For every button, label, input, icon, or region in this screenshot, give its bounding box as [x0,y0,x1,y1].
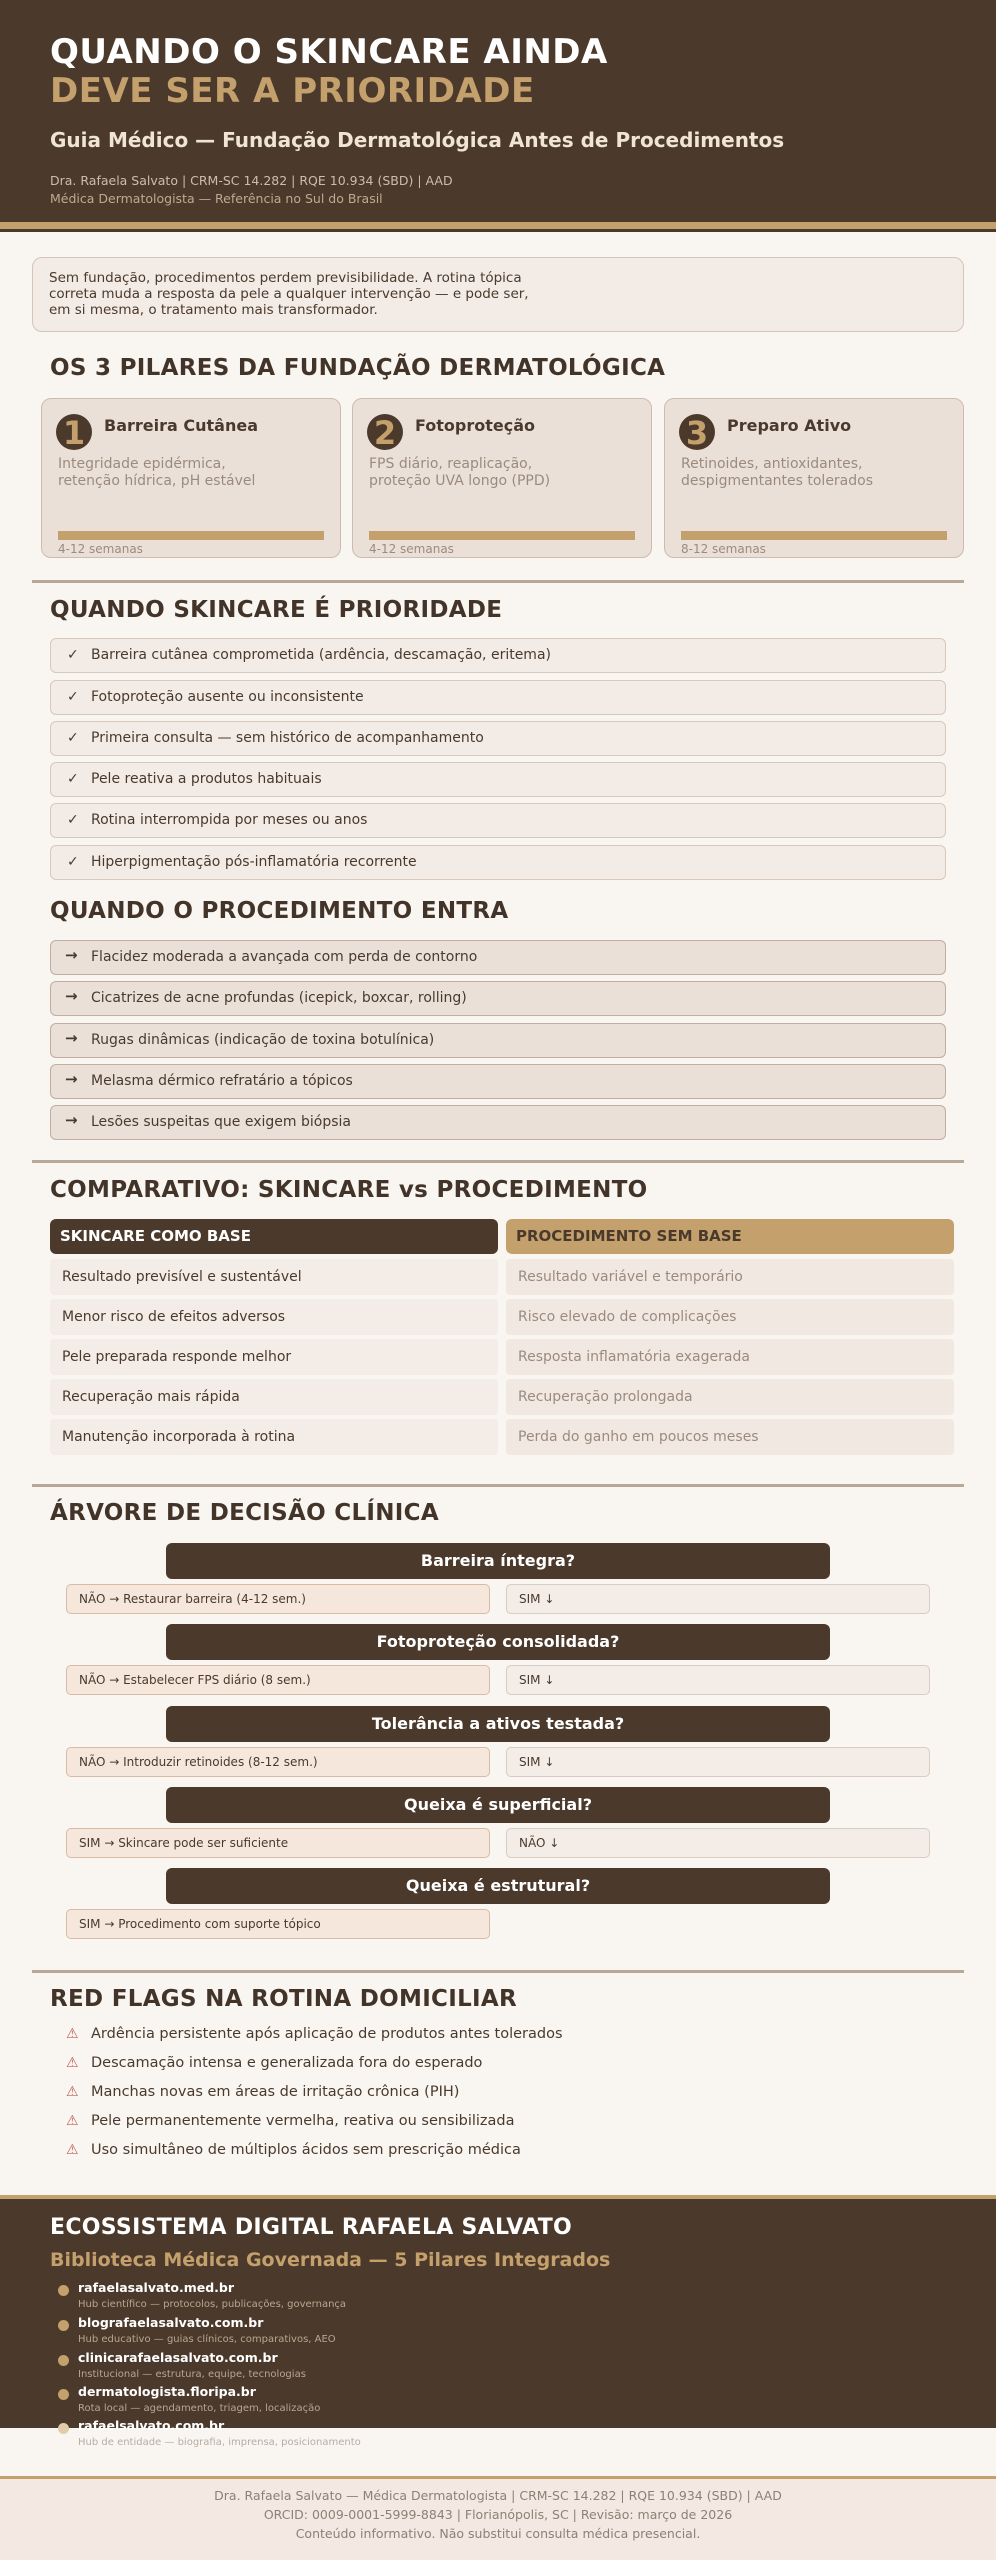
comparison-right-cell: Recuperação prolongada [506,1379,954,1415]
priority-item-text: Primeira consulta — sem histórico de acompanhamento [91,730,484,746]
decision-answer-no: NÃO → Restaurar barreira (4-12 sem.) [66,1584,490,1614]
pillar-description-line: Integridade epidérmica, [58,456,226,472]
pillar-progress-bar [681,531,947,540]
section-divider [32,1970,964,1973]
pillar-number-badge: 2 [367,414,403,450]
decision-question: Fotoproteção consolidada? [166,1624,830,1660]
pillar-card-barrier [41,398,341,558]
site-link[interactable]: clinicarafaelasalvato.com.br [78,2350,278,2365]
procedure-item-text: Flacidez moderada a avançada com perda de contorno [91,949,478,965]
decision-answer-no: NÃO → Introduzir retinoides (8-12 sem.) [66,1747,490,1777]
warning-icon: ⚠ [66,2113,79,2129]
pillar-duration: 8-12 semanas [681,542,766,556]
pillar-title: Barreira Cutânea [104,416,258,435]
priority-item-text: Hiperpigmentação pós-inflamatória recorrente [91,854,417,870]
ecosystem-subtitle: Biblioteca Médica Governada — 5 Pilares Integrados [50,2249,611,2271]
bullet-dot-icon [58,2320,69,2331]
priority-item [50,803,946,838]
priority-heading: QUANDO SKINCARE É PRIORIDADE [50,597,503,623]
priority-item [50,845,946,880]
decision-question: Queixa é superficial? [166,1787,830,1823]
arrow-right-icon: → [65,1029,78,1047]
pillar-title: Preparo Ativo [727,416,852,435]
pillar-description [681,456,951,490]
page-title-line2: DEVE SER A PRIORIDADE [50,71,535,111]
procedure-item [50,1105,946,1140]
comparison-left-cell: Pele preparada responde melhor [50,1339,498,1375]
warning-icon: ⚠ [66,2055,79,2071]
priority-item [50,721,946,756]
procedure-item [50,1023,946,1058]
section-divider [32,1160,964,1163]
check-icon: ✓ [67,771,79,787]
priority-item-text: Barreira cutânea comprometida (ardência, descamação, eritema) [91,647,551,663]
pillar-card-photoprotection [352,398,652,558]
decision-answer-yes: SIM → Skincare pode ser suficiente [66,1828,490,1858]
comparison-right-cell: Resultado variável e temporário [506,1259,954,1295]
pillar-description-line: despigmentantes tolerados [681,473,874,489]
procedure-item-text: Melasma dérmico refratário a tópicos [91,1073,353,1089]
comparison-right-header: PROCEDIMENTO SEM BASE [506,1219,954,1254]
comparison-right-cell: Resposta inflamatória exagerada [506,1339,954,1375]
site-description: Institucional — estrutura, equipe, tecnologias [78,2369,306,2380]
site-link[interactable]: rafaelasalvato.med.br [78,2280,235,2295]
site-link[interactable]: dermatologista.floripa.br [78,2384,256,2399]
priority-item [50,638,946,673]
arrow-right-icon: → [65,987,78,1005]
check-icon: ✓ [67,812,79,828]
ecosystem-title: ECOSSISTEMA DIGITAL RAFAELA SALVATO [50,2215,573,2240]
site-link[interactable]: rafaelsalvato.com.br [78,2418,225,2433]
decision-question: Tolerância a ativos testada? [166,1706,830,1742]
decision-question: Queixa é estrutural? [166,1868,830,1904]
procedure-item [50,940,946,975]
check-icon: ✓ [67,854,79,870]
priority-item-text: Fotoproteção ausente ou inconsistente [91,689,364,705]
warning-icon: ⚠ [66,2026,79,2042]
pillar-number-badge: 3 [679,414,715,450]
comparison-heading: COMPARATIVO: SKINCARE vs PROCEDIMENTO [50,1177,648,1203]
bullet-dot-icon [58,2389,69,2400]
bullet-dot-icon [58,2423,69,2434]
decision-question: Barreira íntegra? [166,1543,830,1579]
pillar-description-line: proteção UVA longo (PPD) [369,473,551,489]
footer-disclaimer: Conteúdo informativo. Não substitui consulta médica presencial. [295,2526,701,2541]
procedure-item-text: Rugas dinâmicas (indicação de toxina botulínica) [91,1032,435,1048]
site-link[interactable]: blografaelasalvato.com.br [78,2315,264,2330]
decision-answer-no: NÃO → Estabelecer FPS diário (8 sem.) [66,1665,490,1695]
pillar-duration: 4-12 semanas [58,542,143,556]
author-credentials: Dra. Rafaela Salvato | CRM-SC 14.282 | RQE 10.934 (SBD) | AAD [50,173,453,188]
red-flag-text: Pele permanentemente vermelha, reativa ou sensibilizada [91,2113,515,2129]
decision-heading: ÁRVORE DE DECISÃO CLÍNICA [50,1500,439,1526]
bullet-dot-icon [58,2355,69,2366]
intro-callout [32,257,964,332]
decision-answer-yes: SIM → Procedimento com suporte tópico [66,1909,490,1939]
pillar-duration: 4-12 semanas [369,542,454,556]
comparison-left-cell: Resultado previsível e sustentável [50,1259,498,1295]
pillar-card-active-prep [664,398,964,558]
red-flag-text: Uso simultâneo de múltiplos ácidos sem prescrição médica [91,2142,521,2158]
red-flag-text: Descamação intensa e generalizada fora do esperado [91,2055,483,2071]
comparison-left-header: SKINCARE COMO BASE [50,1219,498,1254]
bullet-dot-icon [58,2285,69,2296]
decision-answer-no: NÃO ↓ [506,1828,930,1858]
comparison-right-cell: Risco elevado de complicações [506,1299,954,1335]
pillar-description [58,456,328,490]
procedure-heading: QUANDO O PROCEDIMENTO ENTRA [50,898,509,924]
arrow-right-icon: → [65,946,78,964]
warning-icon: ⚠ [66,2084,79,2100]
page-subtitle: Guia Médico — Fundação Dermatológica Antes de Procedimentos [50,128,785,152]
pillar-progress-bar [58,531,324,540]
warning-icon: ⚠ [66,2142,79,2158]
procedure-item [50,1064,946,1099]
pillar-number-badge: 1 [56,414,92,450]
page-title-line1: QUANDO O SKINCARE AINDA [50,32,608,72]
site-description: Hub científico — protocolos, publicações, governança [78,2299,347,2310]
priority-item-text: Pele reativa a produtos habituais [91,771,322,787]
footer-credentials: Dra. Rafaela Salvato — Médica Dermatologista | CRM-SC 14.282 | RQE 10.934 (SBD) | AAD [214,2488,782,2503]
pillars-heading: OS 3 PILARES DA FUNDAÇÃO DERMATOLÓGICA [50,355,666,381]
check-icon: ✓ [67,689,79,705]
comparison-left-cell: Manutenção incorporada à rotina [50,1419,498,1455]
procedure-item-text: Cicatrizes de acne profundas (icepick, boxcar, rolling) [91,990,467,1006]
priority-item [50,762,946,797]
intro-line: Sem fundação, procedimentos perdem previsibilidade. A rotina tópica [49,270,522,286]
header-divider [0,222,996,232]
red-flag-text: Ardência persistente após aplicação de produtos antes tolerados [91,2026,563,2042]
intro-line: em si mesma, o tratamento mais transformador. [49,302,378,318]
intro-line: correta muda a resposta da pele a qualquer intervenção — e pode ser, [49,286,529,302]
section-divider [32,1484,964,1487]
pillar-description-line: FPS diário, reaplicação, [369,456,533,472]
check-icon: ✓ [67,730,79,746]
arrow-right-icon: → [65,1070,78,1088]
pillar-description [369,456,639,490]
pillar-progress-bar [369,531,635,540]
comparison-left-cell: Menor risco de efeitos adversos [50,1299,498,1335]
decision-answer-yes: SIM ↓ [506,1747,930,1777]
pillar-description-line: retenção hídrica, pH estável [58,473,256,489]
priority-item [50,680,946,715]
arrow-right-icon: → [65,1111,78,1129]
pillar-title: Fotoproteção [415,416,536,435]
site-description: Hub de entidade — biografia, imprensa, posicionamento [78,2437,361,2448]
pillar-description-line: Retinoides, antioxidantes, [681,456,863,472]
comparison-left-cell: Recuperação mais rápida [50,1379,498,1415]
site-description: Rota local — agendamento, triagem, localização [78,2403,321,2414]
decision-answer-yes: SIM ↓ [506,1584,930,1614]
site-description: Hub educativo — guias clínicos, comparativos, AEO [78,2334,336,2345]
check-icon: ✓ [67,647,79,663]
priority-item-text: Rotina interrompida por meses ou anos [91,812,368,828]
red-flags-heading: RED FLAGS NA ROTINA DOMICILIAR [50,1986,518,2012]
procedure-item-text: Lesões suspeitas que exigem biópsia [91,1114,351,1130]
comparison-right-cell: Perda do ganho em poucos meses [506,1419,954,1455]
procedure-item [50,981,946,1016]
footer-orcid: ORCID: 0009-0001-5999-8843 | Florianópolis, SC | Revisão: março de 2026 [263,2507,733,2522]
decision-answer-yes: SIM ↓ [506,1665,930,1695]
author-role: Médica Dermatologista — Referência no Sul do Brasil [50,191,383,206]
red-flag-text: Manchas novas em áreas de irritação crônica (PIH) [91,2084,460,2100]
section-divider [32,580,964,583]
